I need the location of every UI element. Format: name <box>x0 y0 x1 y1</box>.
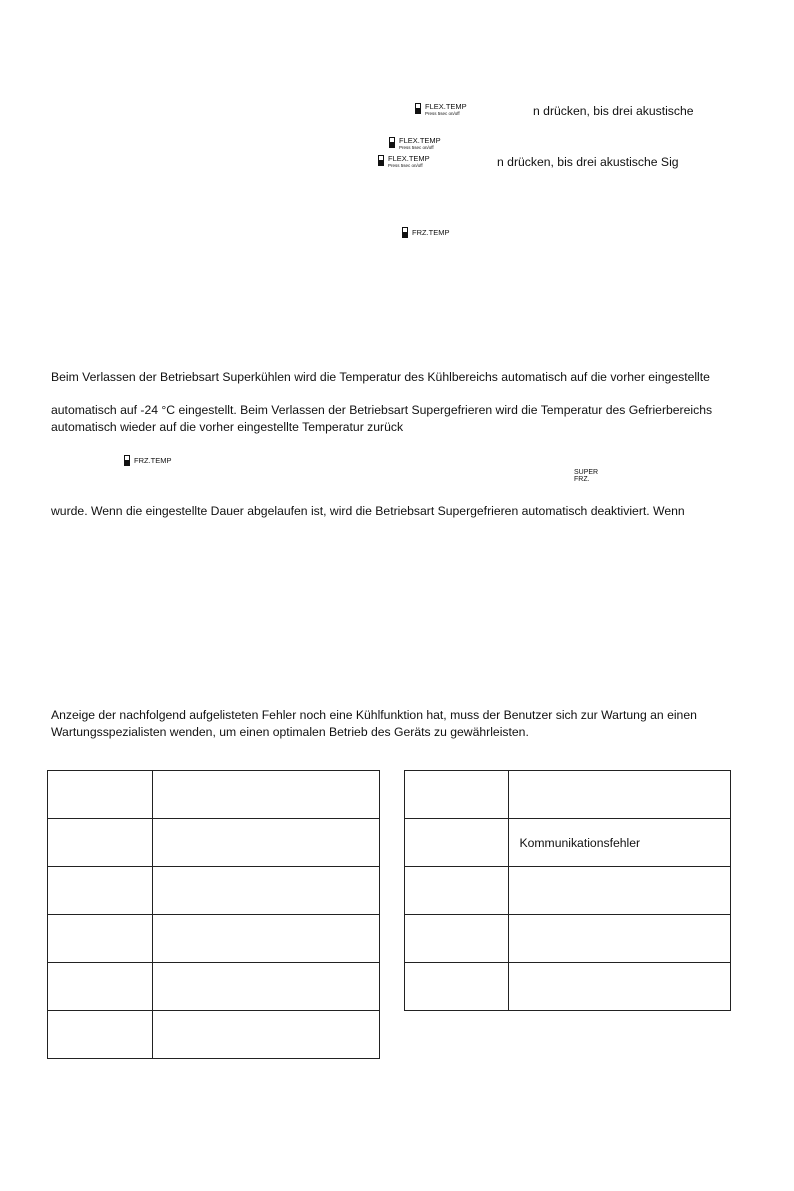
flex-temp-label: FLEX.TEMP <box>425 102 467 111</box>
error-desc-cell <box>152 771 379 819</box>
table-row <box>405 867 731 915</box>
table-row <box>48 963 380 1011</box>
paragraph-fehler-2: Wartungsspezialisten wenden, um einen optimalen Betrieb des Geräts zu gewährleisten. <box>51 725 529 739</box>
error-code-cell <box>48 771 153 819</box>
flex-temp-control <box>378 155 430 168</box>
error-code-cell <box>405 771 509 819</box>
flex-temp-sublabel: Press 5sec on/off <box>425 111 460 116</box>
error-desc-cell <box>152 1011 379 1059</box>
error-desc-cell <box>152 867 379 915</box>
instruction-fragment-2: n drücken, bis drei akustische Sig <box>497 155 679 169</box>
error-desc-cell <box>509 771 731 819</box>
frz-temp-control <box>124 455 172 467</box>
error-code-cell <box>48 1011 153 1059</box>
flex-temp-icon <box>378 155 384 166</box>
paragraph-dauer: wurde. Wenn die eingestellte Dauer abgelaufen ist, wird die Betriebsart Supergefrieren automatisch deaktiviert. Wenn <box>51 504 685 518</box>
flex-temp-label: FLEX.TEMP <box>388 154 430 163</box>
table-row <box>48 771 380 819</box>
error-code-cell <box>405 915 509 963</box>
table-row <box>405 819 731 867</box>
table-row <box>405 963 731 1011</box>
paragraph-fehler-1: Anzeige der nachfolgend aufgelisteten Fehler noch eine Kühlfunktion hat, muss der Benutzer sich zur Wartung an einen <box>51 708 697 722</box>
paragraph-superkuehlen: Beim Verlassen der Betriebsart Superkühlen wird die Temperatur des Kühlbereichs automatisch auf die vorher eingestellte <box>51 370 710 384</box>
error-desc-cell <box>152 915 379 963</box>
flex-temp-label: FLEX.TEMP <box>399 136 441 145</box>
error-code-cell <box>48 915 153 963</box>
super-frz-label: SUPER FRZ. <box>574 469 599 483</box>
table-row <box>48 1011 380 1059</box>
frz-temp-control <box>402 227 450 239</box>
error-code-cell <box>48 963 153 1011</box>
error-code-cell <box>48 867 153 915</box>
frz-temp-label: FRZ.TEMP <box>412 228 450 237</box>
error-desc-cell <box>509 915 731 963</box>
error-code-cell <box>405 819 509 867</box>
table-row <box>405 915 731 963</box>
paragraph-supergefrieren-2: automatisch wieder auf die vorher eingestellte Temperatur zurück <box>51 420 404 434</box>
error-desc-cell <box>509 963 731 1011</box>
table-row <box>48 915 380 963</box>
table-row <box>48 867 380 915</box>
error-code-cell <box>48 819 153 867</box>
frz-temp-label: FRZ.TEMP <box>134 456 172 465</box>
frz-temp-icon <box>402 227 408 238</box>
flex-temp-control <box>415 103 467 116</box>
flex-temp-control <box>389 137 441 150</box>
table-row <box>48 819 380 867</box>
error-desc-cell <box>152 963 379 1011</box>
flex-temp-sublabel: Press 5sec on/off <box>388 163 423 168</box>
error-table-right <box>404 770 731 1011</box>
flex-temp-icon <box>389 137 395 148</box>
flex-temp-icon <box>415 103 421 114</box>
error-code-cell <box>405 867 509 915</box>
error-desc-cell: Kommunikationsfehler <box>509 819 731 867</box>
error-desc-cell <box>509 867 731 915</box>
error-table-left <box>47 770 380 1059</box>
error-code-cell <box>405 963 509 1011</box>
error-desc-cell <box>152 819 379 867</box>
instruction-fragment-1: n drücken, bis drei akustische <box>533 104 694 118</box>
paragraph-supergefrieren-1: automatisch auf -24 °C eingestellt. Beim Verlassen der Betriebsart Supergefrieren wird die Temperatur des Gefrierbereichs <box>51 403 713 417</box>
frz-temp-icon <box>124 455 130 466</box>
flex-temp-sublabel: Press 5sec on/off <box>399 145 434 150</box>
table-row <box>405 771 731 819</box>
